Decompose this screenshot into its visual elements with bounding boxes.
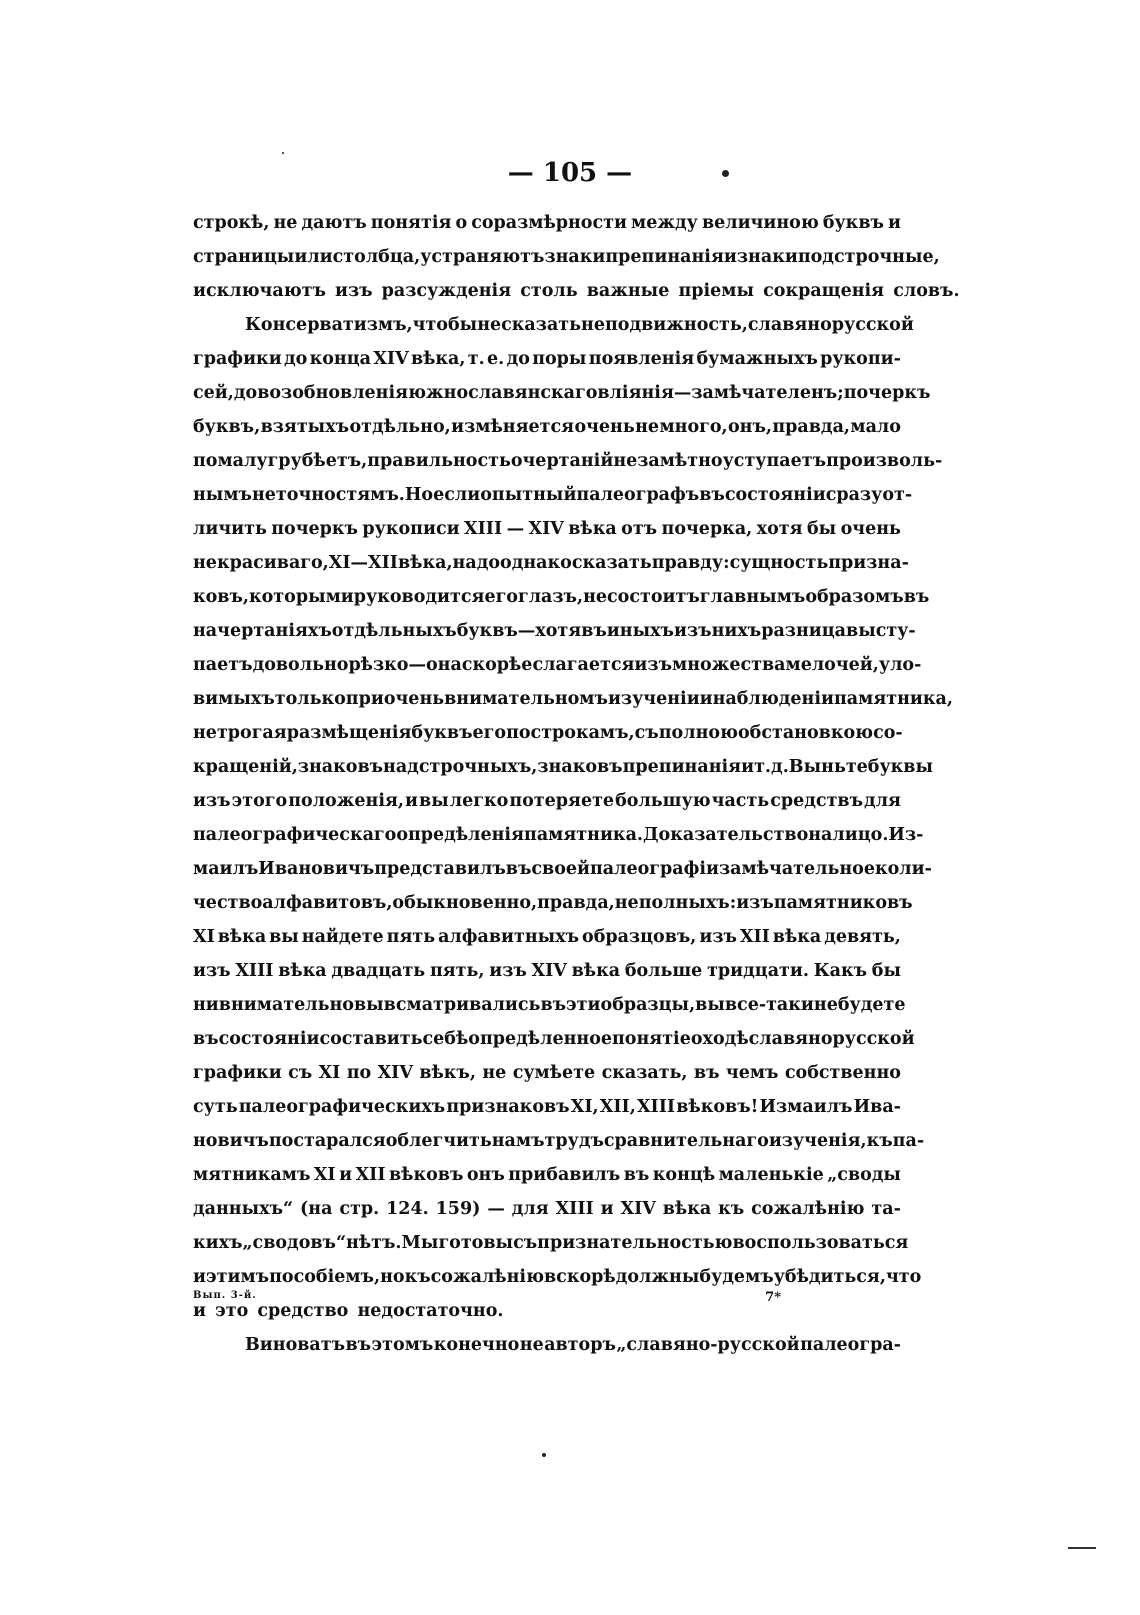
text-line: начертаніяхъ отдѣльныхъ буквъ — хотя въ иныхъ изъ нихъ разница высту- <box>193 621 916 641</box>
text-line: личить почеркъ рукописи XIII — XIV вѣка отъ почерка, хотя бы очень <box>193 519 901 539</box>
text-line: палеографическаго опредѣленія памятника. Доказательство на лицо. Из- <box>193 825 924 845</box>
text-line: строкѣ, не даютъ понятія о соразмѣрности между величиною буквъ и <box>193 213 901 233</box>
text-line: буквъ, взятыхъ отдѣльно, измѣняется очень не много, онъ, правда, мало <box>193 417 901 437</box>
text-line: нымъ неточностямъ. Но если опытный палеографъ въ состояніи сразу от- <box>193 485 913 505</box>
signature-mark: 7* <box>765 1290 781 1305</box>
scan-speck <box>722 170 729 177</box>
text-line: кихъ „сводовъ“ нѣтъ. Мы готовы съ признательностью воспользоваться <box>193 1233 909 1253</box>
text-line: мятникамъ XI и XII вѣковъ онъ прибавилъ въ концѣ маленькіе „своды <box>193 1165 901 1185</box>
text-line: страницы или столбца, устраняютъ знаки препинанія и знаки подстрочные, <box>193 247 940 267</box>
body-text <box>193 206 960 1362</box>
text-line: по малу грубѣетъ, правильность очертаній незамѣтно уступаетъ произволь- <box>193 451 943 471</box>
text-line: новичъ постарался облегчить намъ трудъ сравнительнаго изученія, къ па- <box>193 1131 925 1151</box>
text-line: данныхъ“ (на стр. 124. 159) — для XIII и XIV вѣка къ сожалѣнію та- <box>193 1199 901 1219</box>
text-line: XI вѣка вы найдете пять алфавитныхъ образцовъ, изъ XII вѣка девять, <box>193 927 901 947</box>
text-line: суть палеографическихъ признаковъ XI, XII, XIII вѣковъ! Измаилъ Ива- <box>193 1097 901 1117</box>
text-line: чество алфавитовъ, обыкновенно, правда, неполныхъ: изъ памятниковъ <box>193 893 913 913</box>
text-line: ни внимательно вы всматривались въ эти образцы, вы все-таки не будете <box>193 995 906 1015</box>
page-footer <box>193 1290 901 1305</box>
text-line: графики до конца XIV вѣка, т. е. до поры появленія бумажныхъ рукопи- <box>193 349 901 369</box>
scan-edge-mark <box>1068 1547 1096 1549</box>
text-line: не трогая размѣщенія буквъ его по строкамъ, съ полною обстановкою со- <box>193 723 903 743</box>
scan-speck <box>282 152 284 154</box>
text-line: и этимъ пособіемъ, но къ сожалѣнію вскорѣ должны будемъ убѣдиться, что <box>193 1267 922 1287</box>
text-line: маилъ Ивановичъ представилъ въ своей палеографіи замѣчательное коли- <box>193 859 932 879</box>
issue-reference: Вып. 3-й. <box>193 1290 257 1301</box>
scan-speck <box>542 1453 546 1457</box>
text-line: кращеній, знаковъ надстрочныхъ, знаковъ препинанія и т. д. Выньте буквы <box>193 757 934 777</box>
text-line: паетъ довольно рѣзко — она скорѣе слагается изъ множества мелочей, уло- <box>193 655 922 675</box>
text-line: ковъ, которыми руководится его глазъ, не состоитъ главнымъ образомъ въ <box>193 587 930 607</box>
text-line: исключаютъ изъ разсужденія столь важные пріемы сокращенія словъ. <box>193 281 960 301</box>
text-line: изъ XIII вѣка двадцать пять, изъ XIV вѣка больше тридцати. Какъ бы <box>193 961 901 981</box>
text-line: некрасиваго, XI — XII вѣка, надо однако сказать правду: сущность призна- <box>193 553 909 573</box>
text-line: сей, до возобновленія южнославянскаго вліянія — замѣчателенъ; почеркъ <box>193 383 931 403</box>
page-number: — 105 — <box>507 158 633 188</box>
text-line: Виноватъ въ этомъ конечно не авторъ „славяно-русской палеогра- <box>245 1335 901 1355</box>
text-line: въ состояніи составить себѣ опредѣленное понятіе о ходѣ славянорусской <box>193 1029 915 1049</box>
text-line: и это средство недостаточно. <box>193 1301 504 1321</box>
text-line: Консерватизмъ, чтобы не сказать неподвижность, славянорусской <box>245 315 914 335</box>
text-line: графики съ XI по XIV вѣкъ, не сумѣете сказать, въ чемъ собственно <box>193 1063 901 1083</box>
text-line: изъ этого положенія, и вы легко потеряете большую часть средствъ для <box>193 791 901 811</box>
text-line: вимыхъ только при очень внимательномъ изученіи и наблюденіи памятника, <box>193 689 953 709</box>
